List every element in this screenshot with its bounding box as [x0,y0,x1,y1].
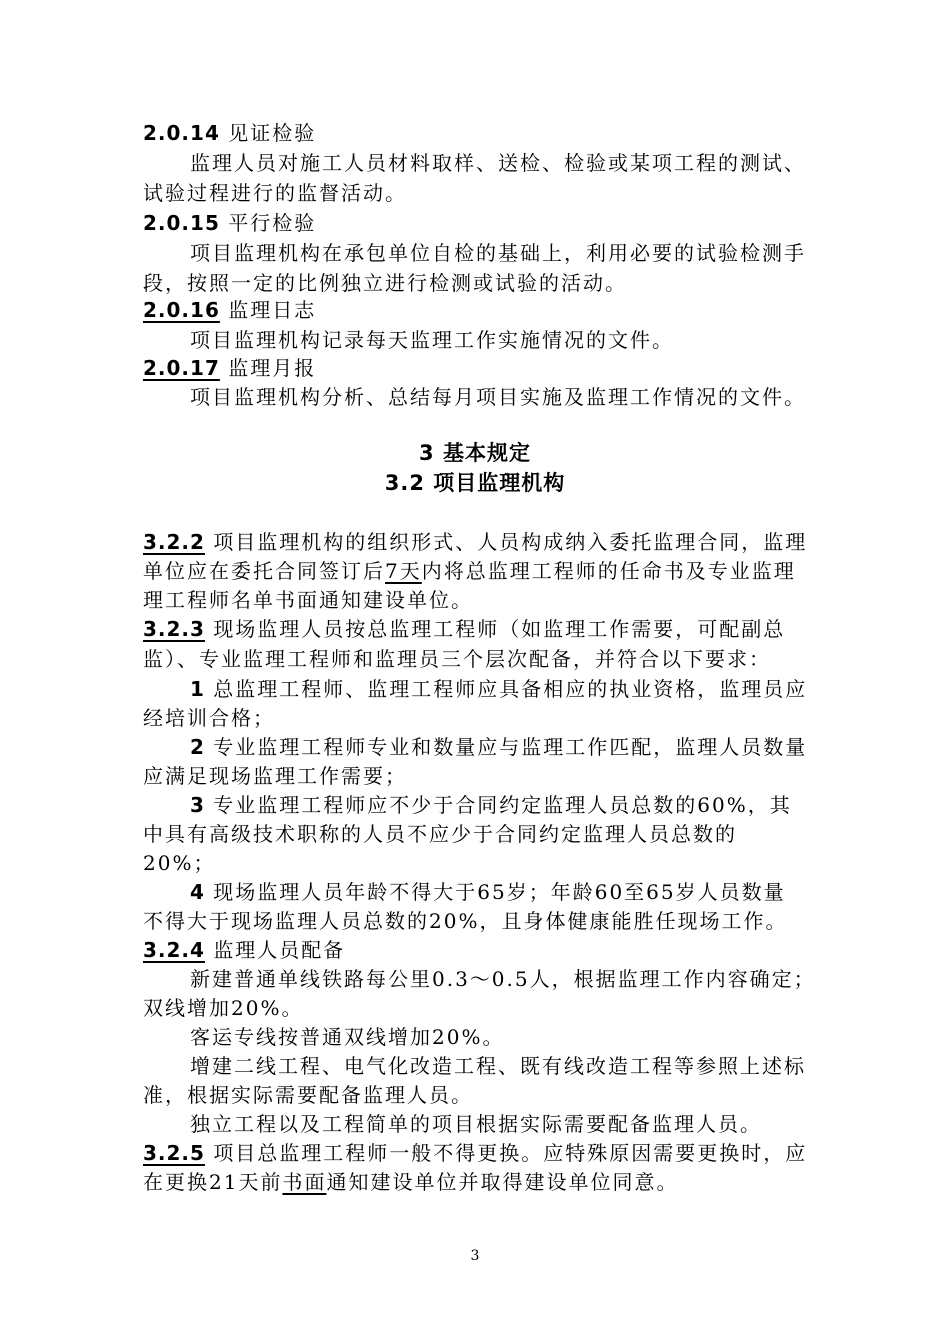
clause-line: 新建普通单线铁路每公里0.3～0.5人，根据监理工作内容确定； [190,967,816,991]
clause-line: 双线增加20%。 [143,996,304,1020]
clause-line: 在更换21天前书面通知建设单位并取得建设单位同意。 [143,1170,679,1194]
underlined-days: 7天 [385,559,422,583]
clause-line: 监）、专业监理工程师和监理员三个层次配备，并符合以下要求： [143,647,771,671]
list-item-line: 经培训合格； [143,706,275,730]
clause-line: 理工程师名单书面通知建设单位。 [143,588,473,612]
list-item-line: 中具有高级技术职称的人员不应少于合同约定监理人员总数的 [143,822,737,846]
section-title: 3.2 项目监理机构 [384,471,566,495]
list-item-1: 1 总监理工程师、监理工程师应具备相应的执业资格，监理员应 [190,677,808,701]
chapter-title: 3 基本规定 [419,441,531,465]
list-item-line: 不得大于现场监理人员总数的20%，且身体健康能胜任现场工作。 [143,909,788,933]
term-definition-line: 监理人员对施工人员材料取样、送检、检验或某项工程的测试、 [190,151,806,175]
clause-3-2-2: 3.2.2 项目监理机构的组织形式、人员构成纳入委托监理合同，监理 [143,530,808,554]
clause-line: 独立工程以及工程简单的项目根据实际需要配备监理人员。 [190,1112,762,1136]
clause-line: 客运专线按普通双线增加20%。 [190,1025,505,1049]
clause-line: 准，根据实际需要配备监理人员。 [143,1083,473,1107]
list-item-3: 3 专业监理工程师应不少于合同约定监理人员总数的60%，其 [190,793,792,817]
list-item-4: 4 现场监理人员年龄不得大于65岁；年龄60至65岁人员数量 [190,880,786,904]
clause-line: 单位应在委托合同签订后7天内将总监理工程师的任命书及专业监理 [143,559,796,583]
list-item-line: 20%； [143,851,216,875]
page-number: 3 [470,1248,480,1264]
term-definition-line: 段，按照一定的比例独立进行检测或试验的活动。 [143,271,627,295]
term-definition-line: 试验过程进行的监督活动。 [143,181,407,205]
term-heading-2-0-14: 2.0.14 见证检验 [143,121,317,145]
term-definition-line: 项目监理机构在承包单位自检的基础上，利用必要的试验检测手 [190,241,806,265]
term-definition-line: 项目监理机构分析、总结每月项目实施及监理工作情况的文件。 [190,385,806,409]
underlined-written: 书面 [282,1170,327,1194]
term-heading-2-0-15: 2.0.15 平行检验 [143,211,317,235]
clause-3-2-5: 3.2.5 项目总监理工程师一般不得更换。应特殊原因需要更换时，应 [143,1141,808,1165]
term-definition-line: 项目监理机构记录每天监理工作实施情况的文件。 [190,328,674,352]
list-item-2: 2 专业监理工程师专业和数量应与监理工作匹配，监理人员数量 [190,735,808,759]
term-heading-2-0-16: 2.0.16 监理日志 [143,298,317,322]
list-item-line: 应满足现场监理工作需要； [143,764,407,788]
clause-3-2-3: 3.2.3 现场监理人员按总监理工程师（如监理工作需要，可配副总 [143,617,786,641]
term-heading-2-0-17: 2.0.17 监理月报 [143,356,317,380]
clause-3-2-4: 3.2.4 监理人员配备 [143,938,346,962]
clause-line: 增建二线工程、电气化改造工程、既有线改造工程等参照上述标 [190,1054,806,1078]
